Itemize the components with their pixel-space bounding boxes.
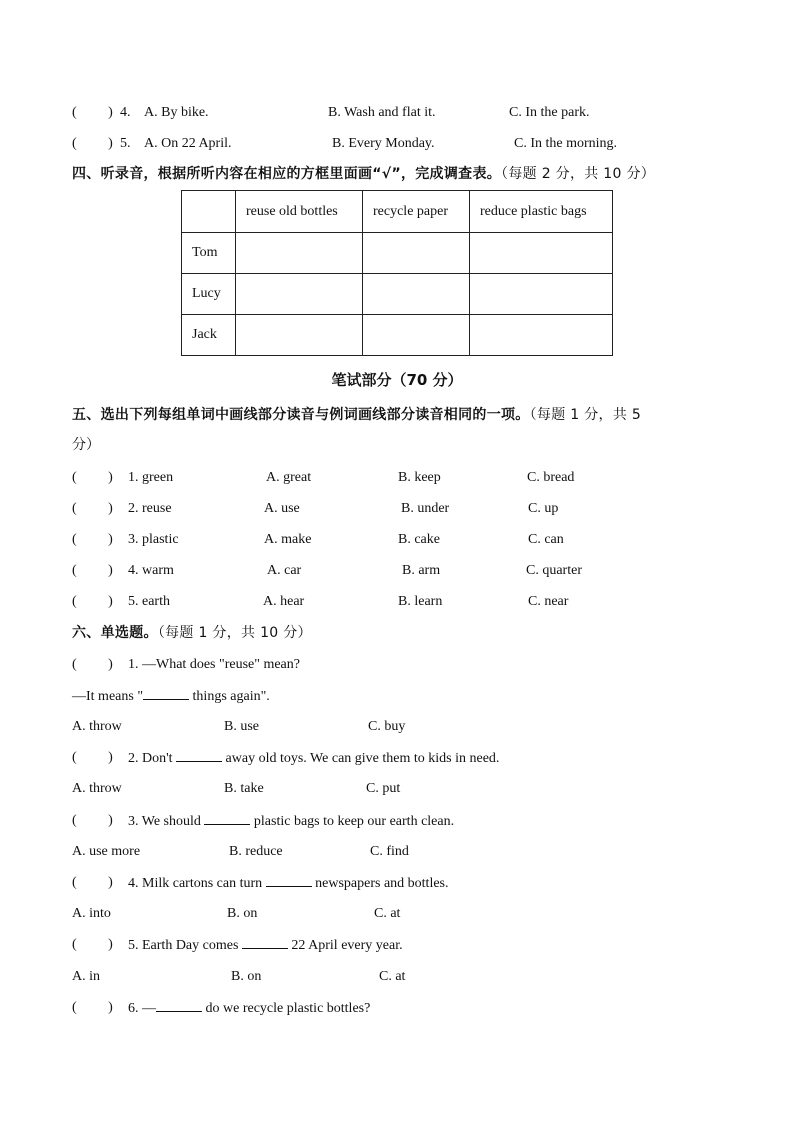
answer-bracket[interactable]: ( ) bbox=[72, 1000, 113, 1015]
row-header: Lucy bbox=[182, 274, 236, 315]
question-line bbox=[72, 687, 270, 706]
section-score: （每题 1 分，共 5 bbox=[529, 407, 642, 423]
option-a: A. car bbox=[267, 563, 302, 578]
stem-text: do we recycle plastic bottles? bbox=[205, 1001, 371, 1016]
option-c: C. up bbox=[528, 501, 559, 516]
section-score: （每题 2 分，共 10 分） bbox=[501, 166, 656, 182]
check-cell[interactable] bbox=[363, 274, 470, 315]
option-a: A. use bbox=[264, 501, 300, 516]
option-a: A. use more bbox=[72, 844, 141, 859]
fill-blank[interactable] bbox=[204, 812, 250, 825]
row-header: Tom bbox=[182, 233, 236, 274]
table-row bbox=[182, 315, 613, 356]
table-row bbox=[182, 233, 613, 274]
option-b: B. Wash and flat it. bbox=[328, 105, 436, 120]
question-stem bbox=[128, 874, 449, 893]
column-header: reduce plastic bags bbox=[470, 191, 613, 233]
stem-text: 3. We should bbox=[128, 814, 201, 829]
option-b: B. take bbox=[224, 781, 264, 796]
stem-text: 6. — bbox=[128, 1001, 156, 1016]
question-stem bbox=[128, 999, 370, 1018]
option-c: C. at bbox=[374, 906, 401, 921]
stem-text: things again". bbox=[189, 689, 270, 704]
section-heading bbox=[72, 624, 312, 642]
stem-text: 4. Milk cartons can turn bbox=[128, 876, 263, 891]
option-a: A. into bbox=[72, 906, 111, 921]
question-stem bbox=[128, 749, 499, 768]
answer-bracket[interactable]: ( ) bbox=[72, 501, 113, 516]
option-a: A. throw bbox=[72, 719, 122, 734]
column-header: recycle paper bbox=[363, 191, 470, 233]
option-b: B. arm bbox=[402, 563, 441, 578]
option-a: A. make bbox=[264, 532, 312, 547]
option-c: C. In the park. bbox=[509, 105, 590, 120]
question-number: 5. bbox=[120, 136, 131, 151]
option-b: B. under bbox=[401, 501, 450, 516]
section-heading-text: 四、听录音，根据所听内容在相应的方框里面画“√”，完成调查表。 bbox=[72, 166, 502, 182]
option-c: C. near bbox=[528, 594, 569, 609]
option-c: C. In the morning. bbox=[514, 136, 618, 151]
option-b: B. learn bbox=[398, 594, 443, 609]
fill-blank[interactable] bbox=[176, 749, 222, 762]
section-score-cont: 分） bbox=[72, 438, 100, 453]
fill-blank[interactable] bbox=[143, 687, 189, 700]
option-a: A. in bbox=[72, 969, 100, 984]
option-b: B. reduce bbox=[229, 844, 283, 859]
option-c: C. buy bbox=[368, 719, 406, 734]
check-cell[interactable] bbox=[236, 315, 363, 356]
table-row bbox=[182, 274, 613, 315]
option-a: A. throw bbox=[72, 781, 122, 796]
fill-blank[interactable] bbox=[156, 999, 202, 1012]
fill-blank[interactable] bbox=[242, 936, 288, 949]
check-cell[interactable] bbox=[236, 233, 363, 274]
answer-bracket[interactable]: ( ) bbox=[72, 813, 113, 828]
section-heading bbox=[72, 406, 641, 424]
check-cell[interactable] bbox=[470, 233, 613, 274]
table-corner-cell bbox=[182, 191, 236, 233]
option-b: B. keep bbox=[398, 470, 441, 485]
answer-bracket[interactable]: ( ) bbox=[72, 136, 113, 151]
stem-text: 2. Don't bbox=[128, 751, 173, 766]
question-number: 4. bbox=[120, 105, 131, 120]
stem-text: —It means " bbox=[72, 689, 144, 704]
check-cell[interactable] bbox=[236, 274, 363, 315]
option-b: B. on bbox=[231, 969, 262, 984]
section-heading bbox=[72, 165, 655, 183]
stem-text: 5. Earth Day comes bbox=[128, 938, 239, 953]
option-a: A. hear bbox=[263, 594, 305, 609]
question-stem: 1. —What does "reuse" mean? bbox=[128, 657, 300, 672]
answer-bracket[interactable]: ( ) bbox=[72, 875, 113, 890]
option-c: C. find bbox=[370, 844, 409, 859]
answer-bracket[interactable]: ( ) bbox=[72, 105, 113, 120]
option-c: C. put bbox=[366, 781, 401, 796]
check-cell[interactable] bbox=[470, 315, 613, 356]
survey-table bbox=[181, 190, 613, 356]
question-stem bbox=[128, 936, 403, 955]
row-header: Jack bbox=[182, 315, 236, 356]
option-b: B. on bbox=[227, 906, 258, 921]
option-c: C. at bbox=[379, 969, 406, 984]
question-word: 4. warm bbox=[128, 563, 174, 578]
answer-bracket[interactable]: ( ) bbox=[72, 594, 113, 609]
option-a: A. By bike. bbox=[144, 105, 209, 120]
answer-bracket[interactable]: ( ) bbox=[72, 750, 113, 765]
option-b: B. cake bbox=[398, 532, 440, 547]
option-a: A. great bbox=[266, 470, 312, 485]
column-header: reuse old bottles bbox=[236, 191, 363, 233]
answer-bracket[interactable]: ( ) bbox=[72, 563, 113, 578]
check-cell[interactable] bbox=[363, 233, 470, 274]
answer-bracket[interactable]: ( ) bbox=[72, 532, 113, 547]
stem-text: newspapers and bottles. bbox=[315, 876, 449, 891]
answer-bracket[interactable]: ( ) bbox=[72, 470, 113, 485]
written-part-title: 笔试部分（70 分） bbox=[331, 371, 463, 389]
section-heading-text: 五、选出下列每组单词中画线部分读音与例词画线部分读音相同的一项。 bbox=[72, 407, 530, 423]
question-word: 2. reuse bbox=[128, 501, 172, 516]
stem-text: 22 April every year. bbox=[291, 938, 403, 953]
section-heading-text: 六、单选题。 bbox=[72, 625, 158, 641]
option-a: A. On 22 April. bbox=[144, 136, 232, 151]
question-word: 1. green bbox=[128, 470, 174, 485]
table-header-row bbox=[182, 191, 613, 233]
section-score: （每题 1 分，共 10 分） bbox=[157, 625, 312, 641]
option-b: B. Every Monday. bbox=[332, 136, 435, 151]
stem-text: away old toys. We can give them to kids in need. bbox=[225, 751, 500, 766]
option-b: B. use bbox=[224, 719, 259, 734]
question-word: 5. earth bbox=[128, 594, 170, 609]
check-cell[interactable] bbox=[470, 274, 613, 315]
check-cell[interactable] bbox=[363, 315, 470, 356]
answer-bracket[interactable]: ( ) bbox=[72, 657, 113, 672]
answer-bracket[interactable]: ( ) bbox=[72, 937, 113, 952]
option-c: C. can bbox=[528, 532, 564, 547]
option-c: C. bread bbox=[527, 470, 575, 485]
fill-blank[interactable] bbox=[266, 874, 312, 887]
option-c: C. quarter bbox=[526, 563, 582, 578]
stem-text: plastic bags to keep our earth clean. bbox=[253, 814, 455, 829]
question-stem bbox=[128, 812, 454, 831]
question-word: 3. plastic bbox=[128, 532, 179, 547]
